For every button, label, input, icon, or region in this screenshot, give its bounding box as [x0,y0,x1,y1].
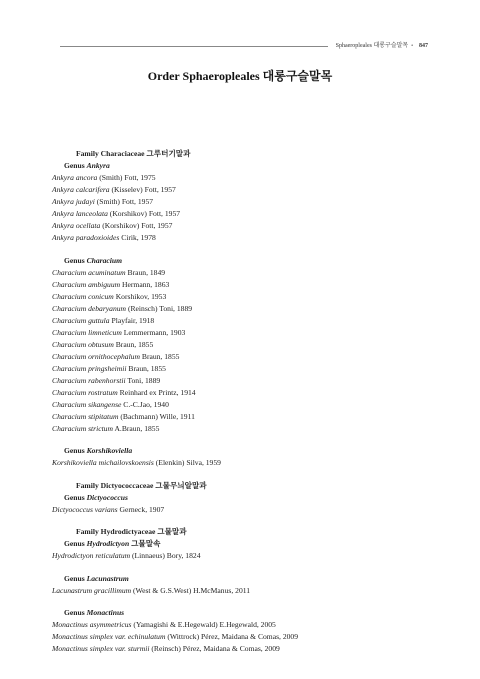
species-entry [52,220,442,232]
species-entry [52,387,442,399]
species-author: (Yamagishi & E.Hegewald) E.Hegewald, 2005 [133,620,276,629]
species-name: Monactinus simplex var. echinulatum [52,632,166,641]
species-name: Characium pringsheimii [52,363,127,373]
species-entry [52,619,442,631]
species-author: (Smith) Fott, 1957 [96,197,154,206]
genus-name: Korshikoviella [86,446,133,455]
species-name: Characium stipitatum [52,411,119,421]
running-header [60,40,428,52]
species-entry [52,327,442,339]
species-author: Reinhard ex Printz, 1914 [119,387,196,397]
species-entry [52,631,442,643]
species-name: Characium acuminatum [52,267,126,277]
species-entry [52,550,442,562]
species-author: (Kisselev) Fott, 1957 [111,185,176,194]
species-author: (Reinsch) Pérez, Maidana & Comas, 2009 [151,644,280,653]
species-name: Korshikoviella michailovskoensis [52,458,154,467]
family-heading: Family Characiaceae 그루터기말과 [76,149,191,158]
genus-heading: Genus Dictyococcus [64,492,128,502]
species-entry [52,643,442,655]
species-name: Characium debaryanum [52,303,127,313]
genus-heading: Genus Hydrodictyon 그물말속 [64,539,161,548]
species-entry [52,375,442,387]
species-entry [52,303,442,315]
species-author: Braun, 1855 [115,339,154,349]
header-text [336,40,428,53]
species-entry [52,504,442,516]
genus-name: Ankyra [86,161,110,170]
species-name: Dictyococcus varians [52,504,118,514]
species-name: Monactinus asymmetricus [52,620,132,629]
section-gap [52,469,442,480]
species-entry [52,399,442,411]
species-entry [52,411,442,423]
family-heading: Family Hydrodictyaceae 그물말과 [76,527,187,536]
header-section-title: Sphaeropleales 대롱구슬말목 [335,43,409,49]
species-entry [52,172,442,184]
species-entry [52,585,442,597]
section-gap [52,244,442,255]
species-entry [52,457,442,469]
species-name: Characium rabenhorstii [52,375,126,385]
species-name: Ankyra judayi [52,197,95,206]
species-name: Ankyra lanceolata [52,209,108,218]
family-heading: Family Dictyococcaceae 그물무늬알말과 [76,480,207,490]
genus-heading: Genus Lacunastrum [64,573,129,583]
species-author: (Bachmann) Wille, 1911 [120,411,195,421]
species-author: Gerneck, 1907 [119,504,165,514]
species-name: Ankyra calcarifera [52,185,110,194]
species-author: (Smith) Fott, 1975 [99,173,156,182]
page-number: 847 [419,43,428,49]
species-name: Characium ambiguum [52,279,121,289]
species-author: (Korshikov) Fott, 1957 [109,209,181,218]
genus-heading: Genus Characium [64,255,123,265]
species-author: Hermann, 1863 [122,279,170,289]
species-name: Characium conicum [52,291,114,301]
species-entry [52,315,442,327]
species-entry [52,208,442,220]
species-author: A.Braun, 1855 [114,423,160,433]
species-name: Ankyra ocellata [52,221,101,230]
species-entry [52,351,442,363]
header-rule [60,46,328,47]
species-author: (Wittrock) Pérez, Maidana & Comas, 2009 [167,632,299,641]
section-gap [52,562,442,573]
species-author: Cirik, 1978 [121,233,156,242]
species-entry [52,232,442,244]
species-entry [52,184,442,196]
taxon-list [52,148,442,655]
species-name: Lacunastrum gracillimum [52,585,132,595]
species-author: Braun, 1855 [128,363,166,373]
genus-heading: Genus Ankyra [64,161,110,170]
species-author: (Korshikov) Fott, 1957 [102,221,173,230]
genus-name: Characium [86,255,123,265]
species-author: (West & G.S.West) H.McManus, 2011 [133,585,251,595]
species-name: Characium strictum [52,423,113,433]
species-entry [52,291,442,303]
species-entry [52,267,442,279]
species-name: Characium obtusum [52,339,114,349]
species-name: Hydrodictyon reticulatum [52,551,131,560]
species-author: C.-C.Jao, 1940 [123,399,169,409]
section-gap [52,516,442,527]
species-entry [52,279,442,291]
species-name: Characium sikangense [52,399,122,409]
species-name: Characium rostratum [52,387,118,397]
species-entry [52,339,442,351]
species-author: Korshikov, 1953 [115,291,167,301]
page-title: Order Sphaeropleales 대롱구슬말목 [147,69,333,83]
species-entry [52,363,442,375]
species-author: Toni, 1889 [127,375,161,385]
genus-heading: Genus Monactinus [64,608,125,617]
species-name: Characium ornithocephalum [52,351,140,361]
genus-heading: Genus Korshikoviella [64,446,133,455]
species-name: Characium limneticum [52,327,122,337]
species-author: (Elenkin) Silva, 1959 [155,458,221,467]
species-name: Ankyra paradoxioides [52,233,120,242]
species-author: Braun, 1849 [127,267,166,277]
species-entry [52,423,442,435]
section-gap [52,597,442,608]
species-name: Ankyra ancora [52,173,98,182]
species-author: Braun, 1855 [141,351,180,361]
section-gap [52,435,442,446]
species-author: Playfair, 1918 [111,315,155,325]
genus-name: Monactinus [86,608,125,617]
genus-name: Dictyococcus [86,492,128,502]
species-entry [52,196,442,208]
species-author: Lemmermann, 1903 [123,327,186,337]
header-bullet: • [411,44,413,49]
genus-name: Lacunastrum [86,573,129,583]
genus-name: Hydrodictyon [86,539,130,548]
species-name: Monactinus simplex var. sturmii [52,644,150,653]
species-author: (Reinsch) Toni, 1889 [127,303,193,313]
species-name: Characium guttula [52,315,110,325]
species-author: (Linnaeus) Bory, 1824 [132,551,201,560]
